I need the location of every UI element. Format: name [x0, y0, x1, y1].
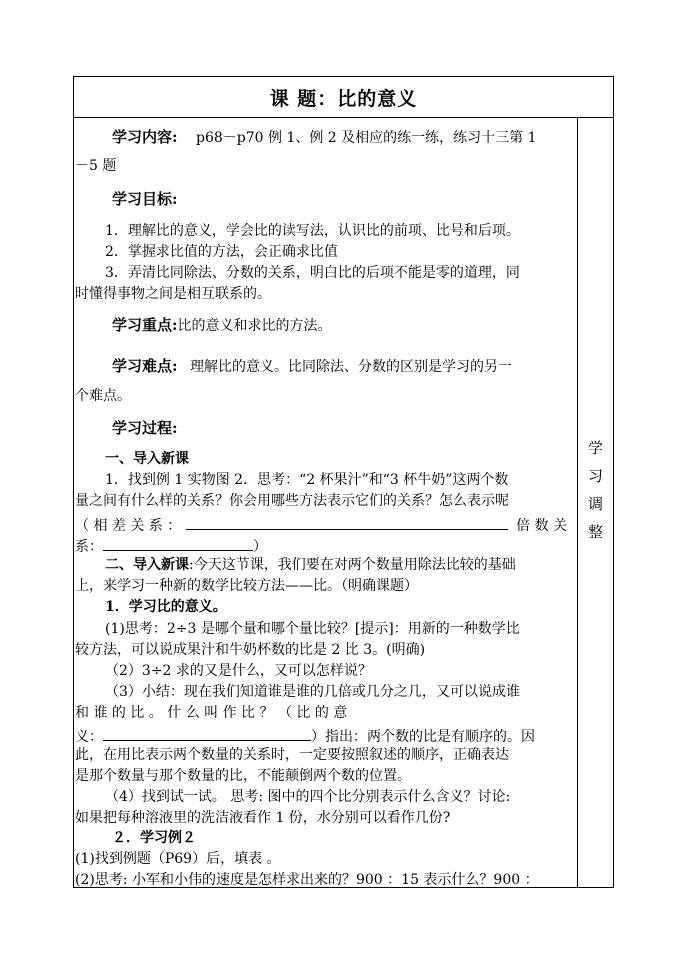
section1-line-2: 量之间有什么样的关系？你会用哪些方法表示它们的关系？怎么表示呢 [75, 493, 509, 509]
sub2-label: ２．学习例２ [112, 830, 196, 846]
study-content-line [112, 129, 537, 147]
objectives-label: 学习目标: [112, 190, 178, 208]
section2-cont: 上，来学习一种新的数学比较方法——比。（明确课题） [75, 578, 418, 594]
multiple-relation-blank[interactable] [103, 536, 253, 551]
definition-prefix: 义： [75, 729, 103, 745]
sub2-line-2: (2)思考: 小军和小伟的速度是怎样求出来的？900 ：15 表示什么？900 ： [75, 872, 539, 887]
sub1-line-4: （3）小结：现在我们知道谁是谁的几倍或几分之几，又可以说成谁 [105, 684, 520, 700]
side-label-char: 习 [587, 467, 603, 485]
definition-blank-line [75, 726, 535, 746]
multiple-relation-cont: 系： [75, 539, 103, 555]
sub1-more-4: 如果把每种溶液里的洗洁液看作 1 份，水分别可以看作几份? [75, 810, 451, 826]
key-point-text: 比的意义和求比的方法。 [177, 318, 332, 334]
definition-line: 和 谁 的 比 。 什 么 叫 作 比 ？ （ 比 的 意 [75, 705, 348, 721]
definition-suffix: ）指出：两个数的比是有顺序的。因 [311, 729, 535, 745]
objective-3: 3．弄清比同除法、分数的关系，明白比的后项不能是零的道理，同 [105, 265, 520, 281]
sub1-label: 1．学习比的意义。 [105, 599, 227, 615]
difficulty-cont: 个难点。 [75, 388, 131, 404]
section2-text: :今天这节课，我们要在对两个数量用除法比较的基础 [189, 557, 516, 573]
sub1-line-1: (1)思考：2÷3 是哪个量和哪个量比较？[提示]：用新的一种数学比 [105, 621, 520, 637]
section1-line-1: 1．找到例 1 实物图 2．思考：“2 杯果汁”和“3 杯牛奶”这两个数 [105, 472, 509, 488]
objective-3-cont: 时懂得事物之间是相互联系的。 [75, 286, 271, 302]
definition-blank[interactable] [103, 726, 311, 741]
relation-line [75, 515, 567, 535]
process-label: 学习过程: [112, 419, 178, 437]
section2-label: 二、导入新课 [105, 557, 189, 573]
sub1-more-1: 此，在用比表示两个数量的关系时，一定要按照叙述的顺序，正确表达 [75, 747, 509, 763]
sub1-line-3: （2）3÷2 求的又是什么，又可以怎样说？ [105, 663, 372, 679]
key-point-line [112, 317, 332, 335]
sub2-line-1: (1)找到例题（P69）后，填表 。 [75, 851, 281, 867]
adjustment-column [578, 118, 613, 887]
objective-2: 2．掌握求比值的方法，会正确求比值 [105, 244, 338, 260]
difficulty-line [112, 358, 512, 376]
key-point-label: 学习重点: [112, 316, 178, 334]
difficulty-text: 理解比的意义。比同除法、分数的区别是学习的另一 [190, 359, 512, 375]
side-label-char: 调 [587, 495, 603, 513]
side-label-char: 学 [587, 439, 603, 457]
study-content-label: 学习内容: [112, 128, 178, 146]
lesson-content [74, 118, 578, 887]
lesson-table [73, 76, 614, 888]
diff-relation-label: （ 相 差 关 系 ： [75, 518, 182, 534]
diff-relation-blank[interactable] [186, 515, 508, 530]
multiple-relation-label: 倍 数 关 [516, 518, 568, 534]
study-content-cont: －5 题 [75, 158, 117, 174]
sub1-more-2: 是那个数量与那个数量的比，不能颠倒两个数的位置。 [75, 768, 411, 784]
side-label-char: 整 [587, 523, 603, 541]
relation-line-2 [75, 536, 267, 556]
study-content-text: p68－p70 例 1、例 2 及相应的练一练，练习十三第 1 [196, 130, 537, 146]
sub1-line-2: 较方法，可以说成果汁和牛奶杯数的比是 2 比 3。(明确) [75, 642, 426, 658]
sub1-more-3: （4）找到试一试。 思考: 图中的四个比分别表示什么含义？讨论: [105, 789, 511, 805]
close-paren: ） [253, 539, 267, 555]
section1-label: 一、导入新课 [105, 451, 189, 467]
lesson-title: 课 题：比的意义 [74, 77, 613, 118]
objective-1: 1．理解比的意义，学会比的读写法，认识比的前项、比号和后项。 [105, 223, 520, 239]
section2-line [105, 557, 516, 574]
difficulty-label: 学习难点: [112, 357, 178, 375]
